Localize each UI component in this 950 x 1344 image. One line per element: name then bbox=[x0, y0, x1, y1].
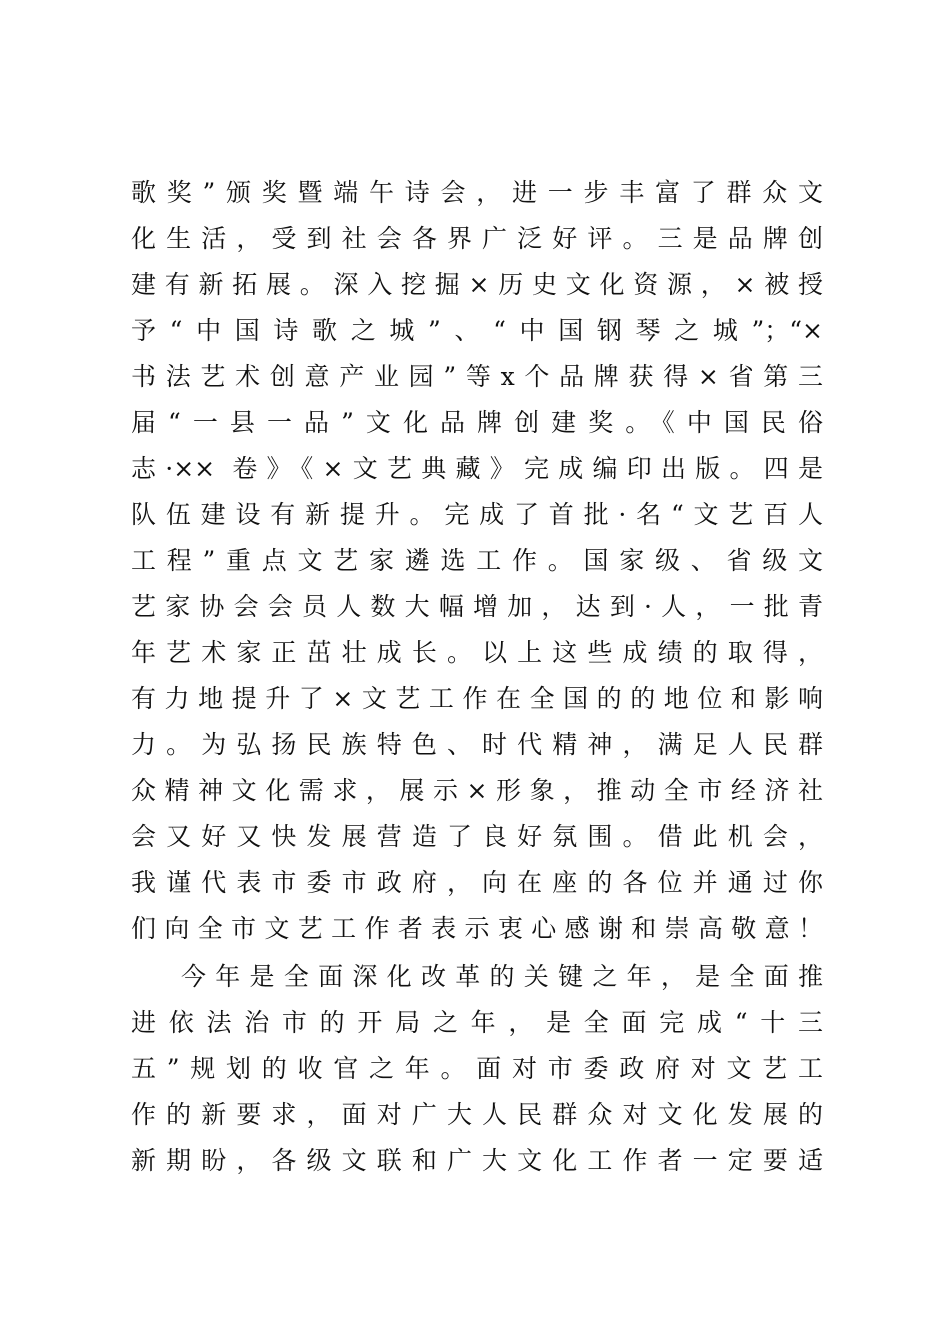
text-line: 化生活，受到社会各界广泛好评。三是品牌创 bbox=[131, 224, 823, 253]
text-line: 们向全市文艺工作者表示衷心感谢和崇高敬意！ bbox=[131, 914, 823, 943]
paragraph-first-line: 今年是全面深化改革的关键之年，是全面推 bbox=[181, 962, 823, 991]
text-line: 工程”重点文艺家遴选工作。国家级、省级文 bbox=[131, 546, 823, 575]
text-line: 我谨代表市委市政府，向在座的各位并通过你 bbox=[131, 868, 823, 897]
text-line: 艺家协会会员人数大幅增加，达到·人，一批青 bbox=[131, 592, 823, 621]
text-line: 建有新拓展。深入挖掘×历史文化资源，×被授 bbox=[131, 270, 823, 299]
text-line: 众精神文化需求，展示×形象，推动全市经济社 bbox=[131, 776, 823, 805]
text-line: 志·×× 卷》《×文艺典藏》完成编印出版。四是 bbox=[131, 454, 823, 483]
text-line: 力。为弘扬民族特色、时代精神，满足人民群 bbox=[131, 730, 823, 759]
text-line: 届“一县一品”文化品牌创建奖。《中国民俗 bbox=[131, 408, 823, 437]
text-line: 五”规划的收官之年。面对市委政府对文艺工 bbox=[131, 1054, 823, 1083]
body-text bbox=[131, 170, 823, 1184]
text-line: 作的新要求，面对广大人民群众对文化发展的 bbox=[131, 1100, 823, 1129]
text-line: 有力地提升了×文艺工作在全国的的地位和影响 bbox=[131, 684, 823, 713]
text-line: 歌奖”颁奖暨端午诗会，进一步丰富了群众文 bbox=[131, 178, 823, 207]
text-line: 予“中国诗歌之城”、“中国钢琴之城”；“× bbox=[131, 316, 823, 345]
text-line: 队伍建设有新提升。完成了首批·名“文艺百人 bbox=[131, 500, 823, 529]
text-line: 新期盼，各级文联和广大文化工作者一定要适 bbox=[131, 1146, 823, 1175]
text-line: 进依法治市的开局之年，是全面完成“十三 bbox=[131, 1008, 823, 1037]
text-line: 年艺术家正茁壮成长。以上这些成绩的取得， bbox=[131, 638, 823, 667]
text-line: 书法艺术创意产业园”等x个品牌获得×省第三 bbox=[131, 362, 823, 391]
text-line: 会又好又快发展营造了良好氛围。借此机会， bbox=[131, 822, 823, 851]
